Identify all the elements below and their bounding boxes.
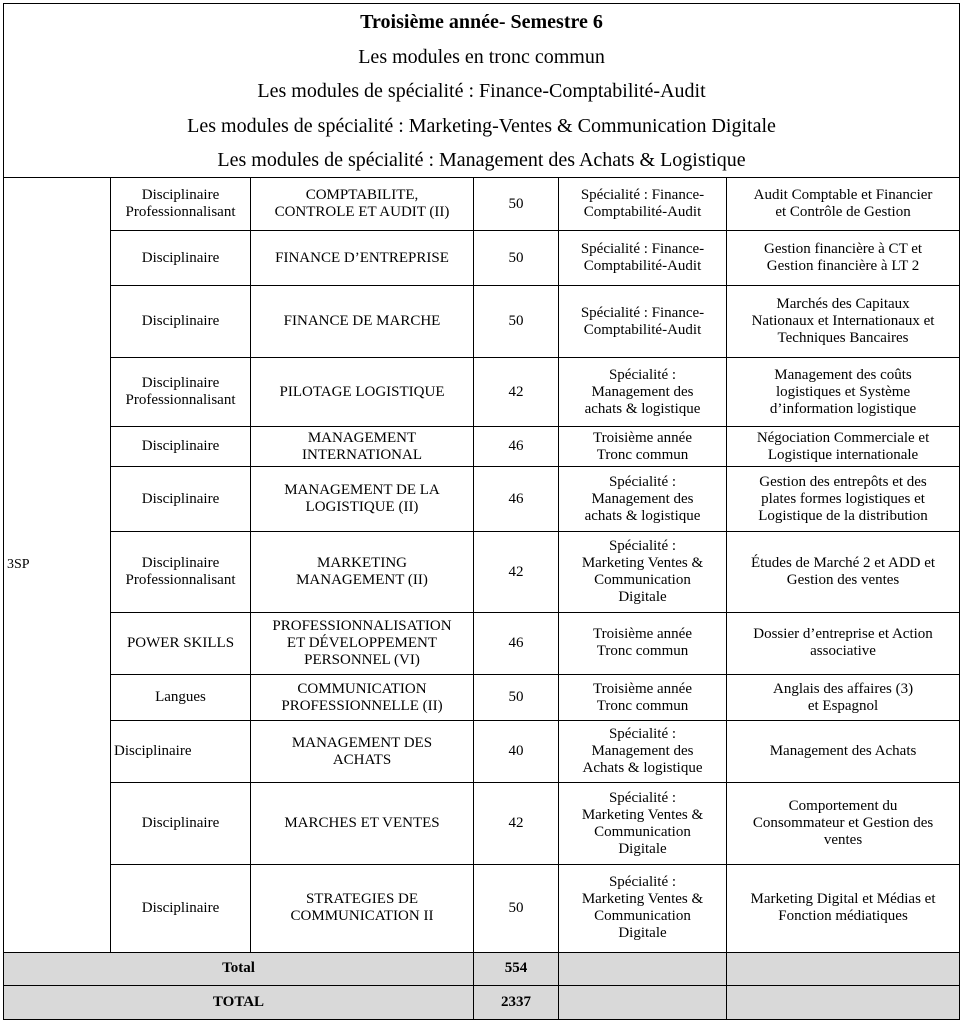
module-name-cell: MANAGEMENT INTERNATIONAL — [251, 427, 474, 467]
nature-cell: Disciplinaire Professionnalisant — [111, 178, 251, 231]
module-name-cell: COMMUNICATION PROFESSIONNELLE (II) — [251, 675, 474, 721]
table-row — [4, 675, 960, 721]
header-line: Les modules de spécialité : Management des Achats & Logistique — [4, 143, 960, 178]
track-cell: Spécialité : Marketing Ventes & Communication Digitale — [559, 532, 727, 613]
nature-cell: Disciplinaire — [111, 286, 251, 357]
elements-cell: Comportement du Consommateur et Gestion des ventes — [727, 783, 960, 865]
track-cell: Spécialité : Marketing Ventes & Communication Digitale — [559, 783, 727, 865]
hours-cell: 42 — [474, 783, 559, 865]
nature-cell: Disciplinaire — [111, 231, 251, 286]
curriculum-table — [3, 3, 960, 1020]
hours-cell: 42 — [474, 532, 559, 613]
hours-cell: 46 — [474, 612, 559, 674]
track-cell: Troisième année Tronc commun — [559, 427, 727, 467]
total-label: Total — [4, 952, 474, 986]
table-row — [4, 783, 960, 865]
nature-cell: Disciplinaire — [111, 427, 251, 467]
hours-cell: 42 — [474, 357, 559, 426]
empty-cell — [727, 952, 960, 986]
elements-cell: Audit Comptable et Financier et Contrôle de Gestion — [727, 178, 960, 231]
table-row — [4, 357, 960, 426]
table-row — [4, 532, 960, 613]
module-name-cell: PROFESSIONNALISATION ET DÉVELOPPEMENT PERSONNEL (VI) — [251, 612, 474, 674]
total-label: TOTAL — [4, 986, 474, 1020]
total-value: 2337 — [474, 986, 559, 1020]
elements-cell: Anglais des affaires (3) et Espagnol — [727, 675, 960, 721]
hours-cell: 50 — [474, 178, 559, 231]
group-code-cell: 3SP — [4, 178, 111, 952]
hours-cell: 50 — [474, 286, 559, 357]
nature-cell: Disciplinaire — [111, 783, 251, 865]
table-row — [4, 178, 960, 231]
hours-cell: 50 — [474, 231, 559, 286]
track-cell: Troisième année Tronc commun — [559, 675, 727, 721]
elements-cell: Marketing Digital et Médias et Fonction médiatiques — [727, 864, 960, 952]
table-row — [4, 864, 960, 952]
module-name-cell: STRATEGIES DE COMMUNICATION II — [251, 864, 474, 952]
module-name-cell: FINANCE D’ENTREPRISE — [251, 231, 474, 286]
nature-cell: Disciplinaire Professionnalisant — [111, 532, 251, 613]
elements-cell: Dossier d’entreprise et Action associative — [727, 612, 960, 674]
elements-cell: Marchés des Capitaux Nationaux et Internationaux et Techniques Bancaires — [727, 286, 960, 357]
header-line: Les modules de spécialité : Finance-Comptabilité-Audit — [4, 74, 960, 109]
module-name-cell: MARKETING MANAGEMENT (II) — [251, 532, 474, 613]
empty-cell — [559, 952, 727, 986]
module-name-cell: FINANCE DE MARCHE — [251, 286, 474, 357]
total-value: 554 — [474, 952, 559, 986]
elements-cell: Management des coûts logistiques et Système d’information logistique — [727, 357, 960, 426]
table-row — [4, 467, 960, 532]
total-row — [4, 952, 960, 986]
hours-cell: 40 — [474, 720, 559, 782]
empty-cell — [727, 986, 960, 1020]
elements-cell: Management des Achats — [727, 720, 960, 782]
track-cell: Spécialité : Management des achats & logistique — [559, 357, 727, 426]
table-row — [4, 427, 960, 467]
elements-cell: Négociation Commerciale et Logistique internationale — [727, 427, 960, 467]
module-name-cell: MANAGEMENT DES ACHATS — [251, 720, 474, 782]
hours-cell: 46 — [474, 467, 559, 532]
table-row — [4, 720, 960, 782]
header-line: Les modules de spécialité : Marketing-Ventes & Communication Digitale — [4, 109, 960, 144]
track-cell: Spécialité : Finance- Comptabilité-Audit — [559, 231, 727, 286]
semester-title: Troisième année- Semestre 6 — [4, 4, 960, 40]
elements-cell: Gestion financière à CT et Gestion financière à LT 2 — [727, 231, 960, 286]
track-cell: Spécialité : Finance- Comptabilité-Audit — [559, 178, 727, 231]
track-cell: Spécialité : Marketing Ventes & Communication Digitale — [559, 864, 727, 952]
header-line: Les modules en tronc commun — [4, 39, 960, 74]
nature-cell: Disciplinaire — [111, 720, 251, 782]
table-row — [4, 612, 960, 674]
elements-cell: Études de Marché 2 et ADD et Gestion des ventes — [727, 532, 960, 613]
hours-cell: 50 — [474, 675, 559, 721]
empty-cell — [559, 986, 727, 1020]
module-name-cell: MANAGEMENT DE LA LOGISTIQUE (II) — [251, 467, 474, 532]
elements-cell: Gestion des entrepôts et des plates formes logistiques et Logistique de la distribution — [727, 467, 960, 532]
table-row — [4, 231, 960, 286]
hours-cell: 46 — [474, 427, 559, 467]
nature-cell: Disciplinaire — [111, 467, 251, 532]
nature-cell: Langues — [111, 675, 251, 721]
track-cell: Spécialité : Management des Achats & logistique — [559, 720, 727, 782]
table-row — [4, 286, 960, 357]
hours-cell: 50 — [474, 864, 559, 952]
track-cell: Spécialité : Finance- Comptabilité-Audit — [559, 286, 727, 357]
track-cell: Troisième année Tronc commun — [559, 612, 727, 674]
module-name-cell: MARCHES ET VENTES — [251, 783, 474, 865]
nature-cell: POWER SKILLS — [111, 612, 251, 674]
track-cell: Spécialité : Management des achats & logistique — [559, 467, 727, 532]
module-name-cell: COMPTABILITE, CONTROLE ET AUDIT (II) — [251, 178, 474, 231]
module-name-cell: PILOTAGE LOGISTIQUE — [251, 357, 474, 426]
nature-cell: Disciplinaire Professionnalisant — [111, 357, 251, 426]
nature-cell: Disciplinaire — [111, 864, 251, 952]
total-row — [4, 986, 960, 1020]
